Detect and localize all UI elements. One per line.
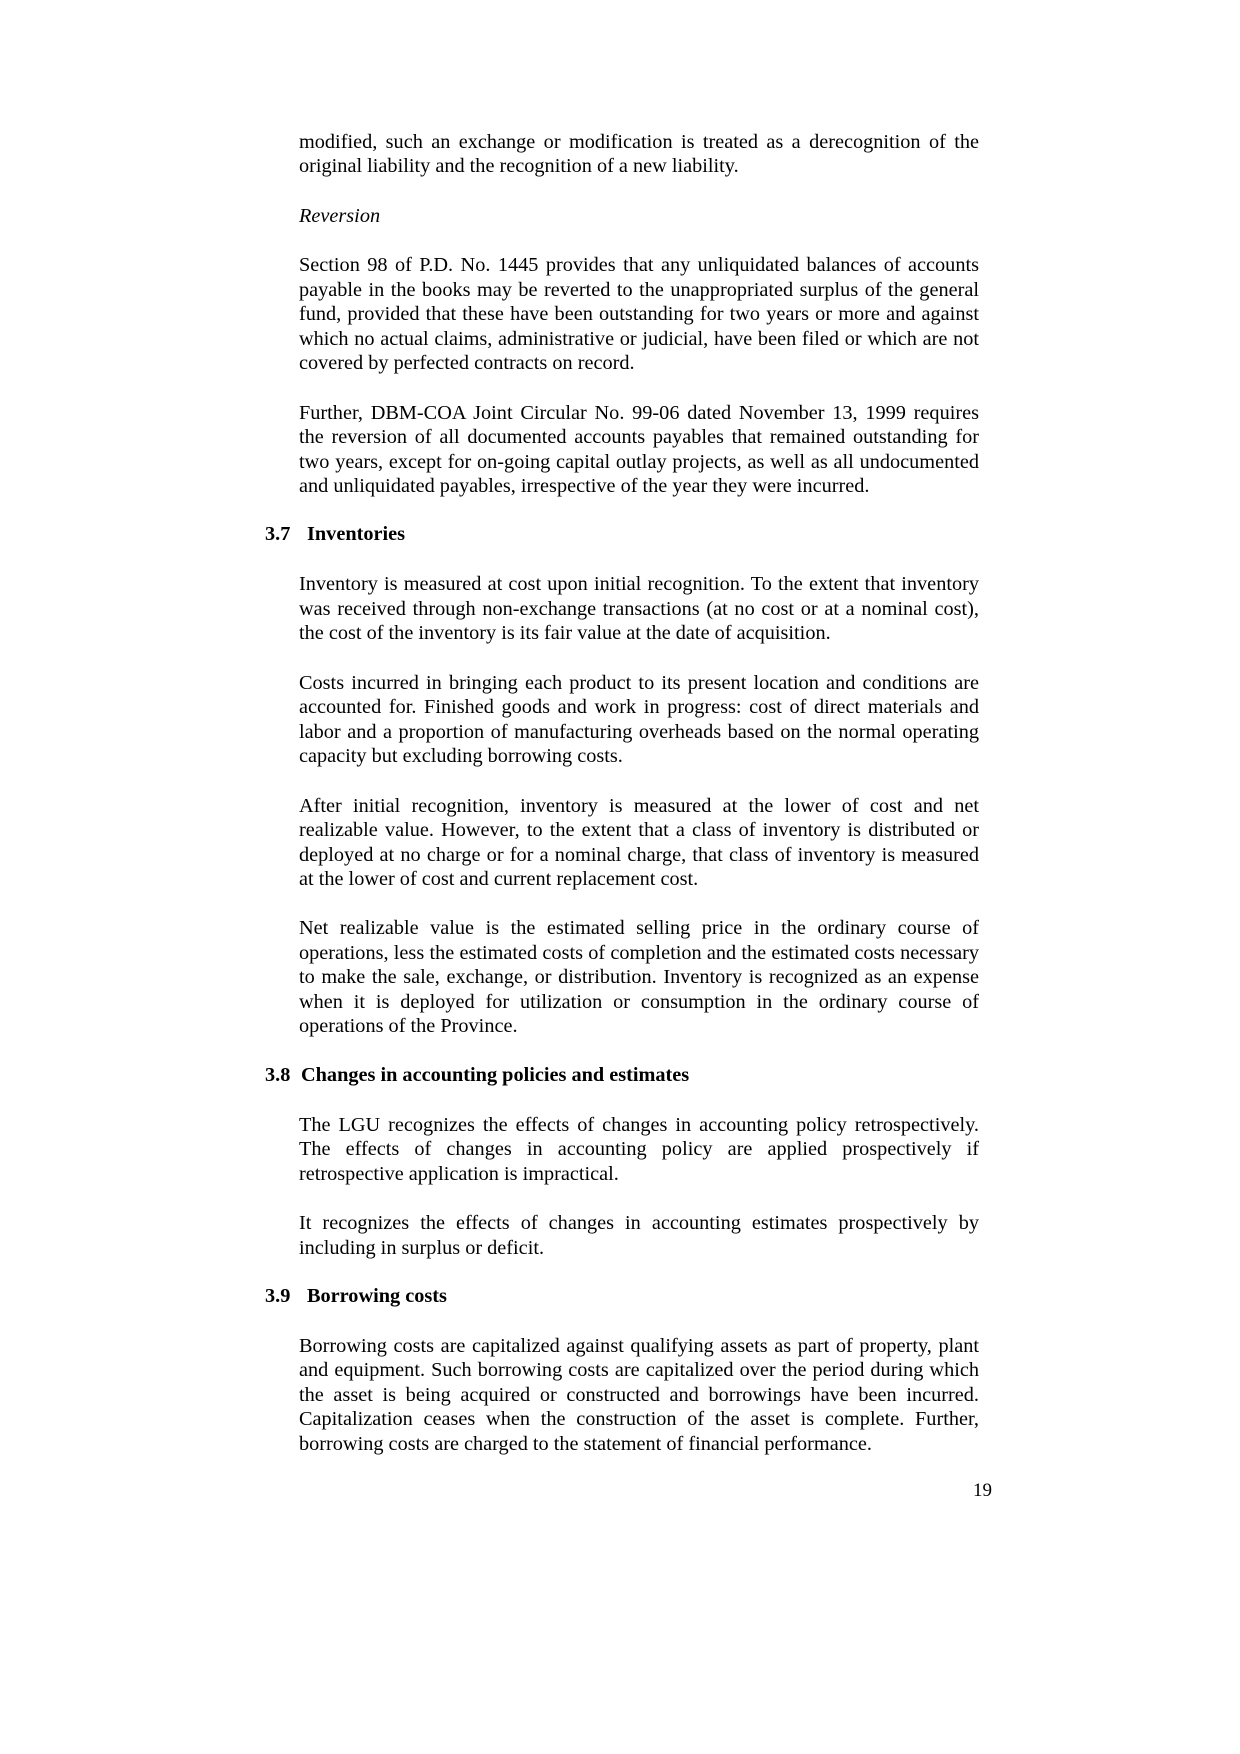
section-number-3-8: 3.8 — [265, 1063, 291, 1086]
section-heading-3-7-wrapper — [265, 523, 975, 546]
section-heading-3-8-wrapper — [265, 1064, 975, 1087]
section-title-3-8: Changes in accounting policies and estimates — [301, 1063, 690, 1086]
paragraph: Costs incurred in bringing each product to its present location and conditions are accounted for. Finished goods and work in progress: cost of direct materials and labor and a proportion of manufacturing overheads based on the normal operating capacity but excluding borrowing costs. — [299, 671, 979, 768]
section-heading-3-8 — [265, 1064, 975, 1087]
paragraph: Net realizable value is the estimated selling price in the ordinary course of operations, less the estimated costs of completion and the estimated costs necessary to make the sale, exchange, or distribution. Inventory is recognized as an expense when it is deployed for utilization or consumption in the ordinary course of operations of the Province. — [299, 917, 979, 1038]
section-heading-3-9-wrapper — [265, 1285, 975, 1308]
section-title-3-7: Inventories — [307, 523, 406, 546]
paragraph: After initial recognition, inventory is measured at the lower of cost and net realizable value. However, to the extent that a class of inventory is distributed or deployed at no charge or for a nominal charge, that class of inventory is measured at the lower of cost and current replacement cost. — [299, 794, 979, 890]
section-3-9-body — [299, 1334, 979, 1456]
paragraph-further-circular: Further, DBM-COA Joint Circular No. 99-06 dated November 13, 1999 requires the reversion of all documented accounts payables that remained outstanding for two years, except for on-going capital outlay projects, as well as all undocumented and unliquidated payables, irrespective of the year they were incurred. — [299, 401, 979, 497]
paragraph: Inventory is measured at cost upon initial recognition. To the extent that inventory was received through non-exchange transactions (at no cost or at a nominal cost), the cost of the inventory is its fair value at the date of acquisition. — [299, 573, 979, 645]
page-number: 19 — [973, 1480, 992, 1501]
section-3-7-body — [299, 572, 979, 1038]
section-title-3-9: Borrowing costs — [307, 1284, 447, 1307]
section-3-8-body — [299, 1113, 979, 1260]
paragraph: It recognizes the effects of changes in accounting estimates prospectively by including in surplus or deficit. — [299, 1212, 979, 1259]
subheading-reversion: Reversion — [299, 204, 381, 227]
paragraph-section-98: Section 98 of P.D. No. 1445 provides that any unliquidated balances of accounts payable in the books may be reverted to the unappropriated surplus of the general fund, provided that these have been outstanding for two years or more and against which no actual claims, administrative or judicial, have been filed or which are not covered by perfected contracts on record. — [299, 254, 979, 375]
section-number-3-7: 3.7 — [265, 523, 291, 546]
paragraph: Borrowing costs are capitalized against qualifying assets as part of property, plant and equipment. Such borrowing costs are capitalized over the period during which the asset is being acquired or constructed and borrowings have been incurred. Capitalization ceases when the construction of the asset is complete. Further, borrowing costs are charged to the statement of financial performance. — [299, 1334, 979, 1455]
paragraph-continuation: modified, such an exchange or modification is treated as a derecognition of the original liability and the recognition of a new liability. — [299, 131, 979, 178]
page-body-column — [299, 130, 979, 498]
section-heading-3-7 — [265, 523, 975, 546]
paragraph: The LGU recognizes the effects of changes in accounting policy retrospectively. The effects of changes in accounting policy are applied prospectively if retrospective application is impractical. — [299, 1113, 979, 1185]
section-heading-3-9 — [265, 1285, 975, 1308]
section-number-3-9: 3.9 — [265, 1284, 291, 1307]
